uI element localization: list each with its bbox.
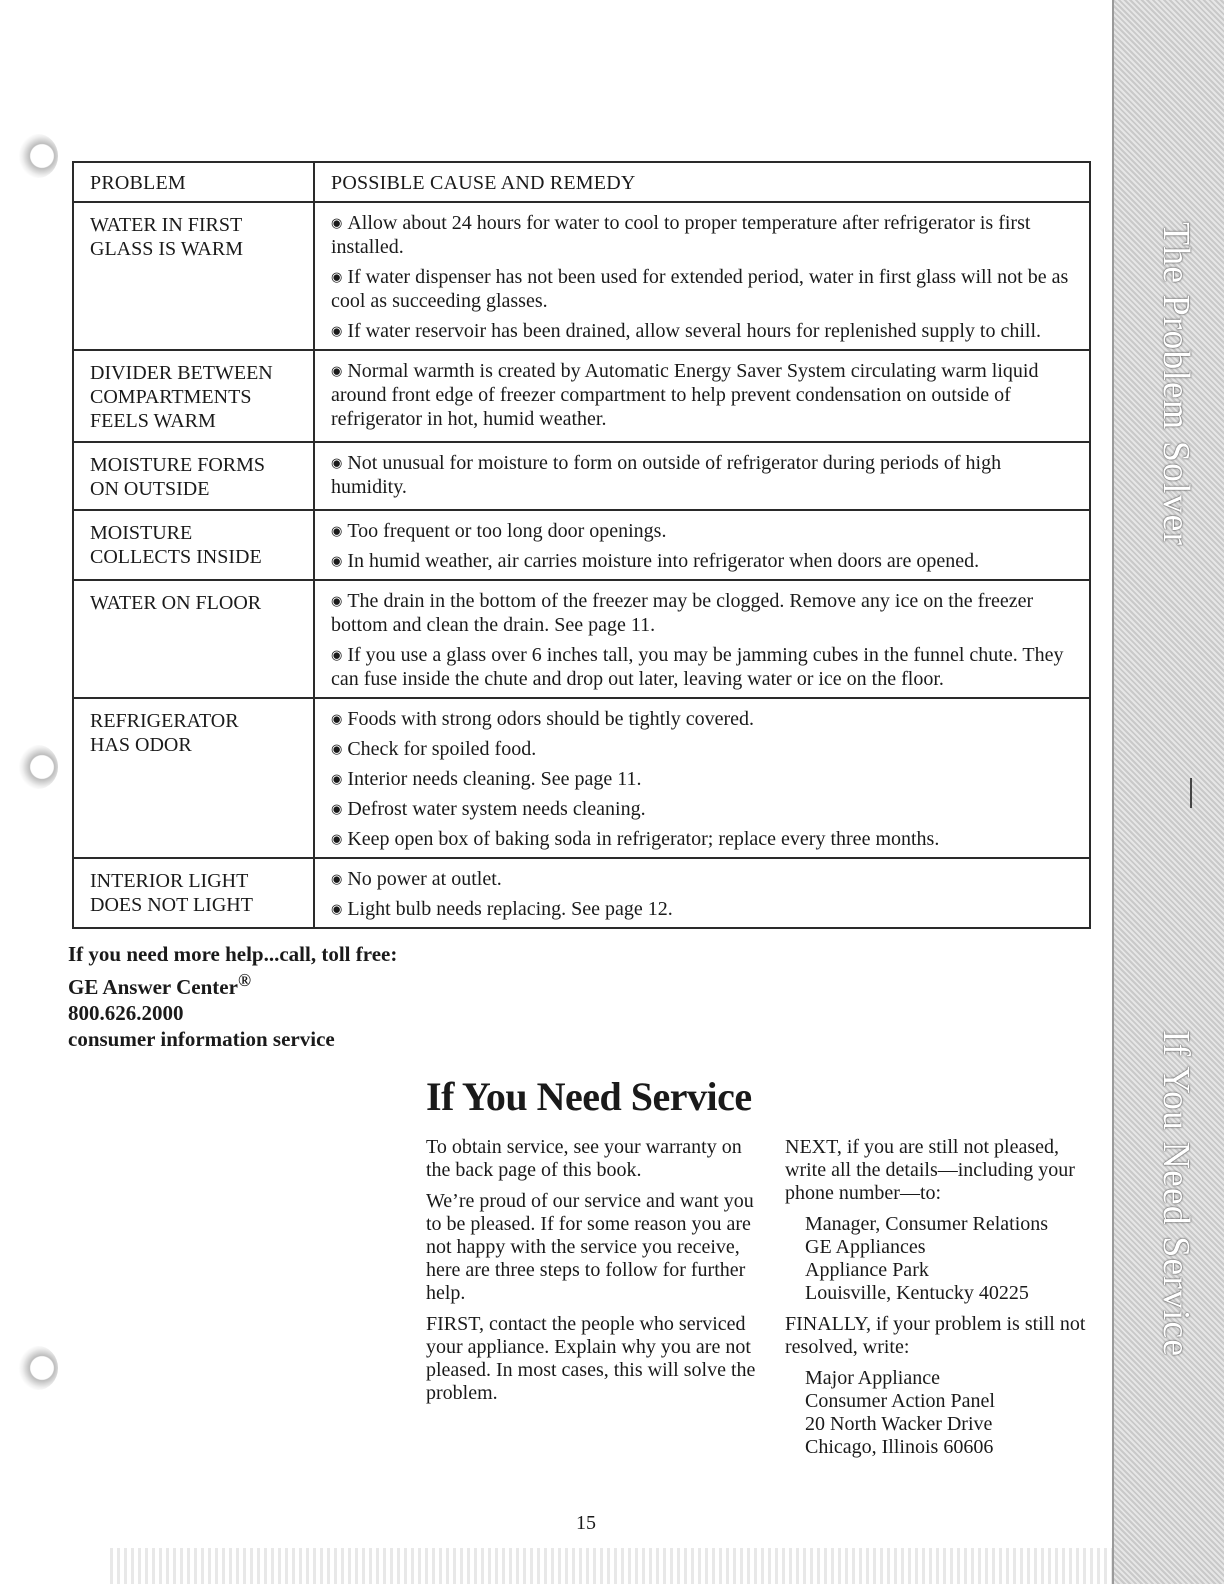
side-tab-if-you-need-service: If You Need Service bbox=[1155, 1030, 1197, 1358]
remedy-cell bbox=[314, 858, 1090, 928]
remedy-text: Keep open box of baking soda in refrigerator; replace every three months. bbox=[347, 828, 940, 850]
address-line: Chicago, Illinois 60606 bbox=[805, 1436, 994, 1458]
remedy-cell bbox=[314, 350, 1090, 442]
header-remedy: POSSIBLE CAUSE AND REMEDY bbox=[314, 162, 1090, 202]
remedy-item bbox=[331, 211, 1077, 259]
help-center: GE Answer Center bbox=[68, 975, 238, 999]
problem-line: MOISTURE FORMS bbox=[90, 454, 266, 476]
remedy-item bbox=[331, 867, 1077, 891]
bullet-icon: ◉ bbox=[331, 455, 343, 470]
problem-cell bbox=[73, 698, 314, 858]
problem-line: DIVIDER BETWEEN bbox=[90, 362, 273, 384]
remedy-item bbox=[331, 797, 1077, 821]
problem-line: ON OUTSIDE bbox=[90, 478, 210, 500]
service-title: If You Need Service bbox=[426, 1074, 752, 1119]
remedy-text: Too frequent or too long door openings. bbox=[347, 520, 667, 542]
remedy-text: Normal warmth is created by Automatic Energy Saver System circulating warm liquid around front edge of freezer compartment to help prevent condensation on outside of refrigerator in hot, humid weather. bbox=[331, 360, 1039, 430]
bullet-icon: ◉ bbox=[331, 711, 343, 726]
address-consumer-relations bbox=[785, 1213, 1095, 1305]
service-paragraph: We’re proud of our service and want you to be pleased. If for some reason you are not happy with the service you receive, here are three steps to follow for further help. bbox=[426, 1190, 754, 1304]
address-line: Louisville, Kentucky 40225 bbox=[805, 1282, 1029, 1304]
bullet-icon: ◉ bbox=[331, 647, 343, 662]
table-row bbox=[73, 510, 1090, 580]
address-line: GE Appliances bbox=[805, 1236, 926, 1258]
bottom-scan-edge bbox=[110, 1548, 1112, 1584]
remedy-cell bbox=[314, 510, 1090, 580]
problem-cell bbox=[73, 202, 314, 350]
help-contact-block bbox=[68, 941, 568, 1052]
bullet-icon: ◉ bbox=[331, 363, 343, 378]
remedy-text: No power at outlet. bbox=[347, 868, 502, 890]
help-phone: 800.626.2000 bbox=[68, 1001, 184, 1025]
bullet-icon: ◉ bbox=[331, 831, 343, 846]
punch-hole-top bbox=[18, 134, 58, 178]
bullet-icon: ◉ bbox=[331, 323, 343, 338]
problem-line: WATER IN FIRST bbox=[90, 214, 243, 236]
remedy-item bbox=[331, 707, 1077, 731]
problem-cell bbox=[73, 442, 314, 510]
remedy-text: Not unusual for moisture to form on outside of refrigerator during periods of high humidity. bbox=[331, 452, 1002, 498]
remedy-item bbox=[331, 643, 1077, 691]
remedy-text: Check for spoiled food. bbox=[347, 738, 537, 760]
remedy-text: Foods with strong odors should be tightly covered. bbox=[347, 708, 754, 730]
remedy-cell bbox=[314, 580, 1090, 698]
service-paragraph: To obtain service, see your warranty on the back page of this book. bbox=[426, 1136, 742, 1181]
problem-line: REFRIGERATOR bbox=[90, 710, 239, 732]
remedy-item bbox=[331, 589, 1077, 637]
remedy-item bbox=[331, 265, 1077, 313]
bullet-icon: ◉ bbox=[331, 269, 343, 284]
problem-line: GLASS IS WARM bbox=[90, 238, 243, 260]
service-finally: FINALLY, if your problem is still not resolved, write: bbox=[785, 1313, 1086, 1358]
punch-hole-middle bbox=[18, 745, 58, 789]
table-row bbox=[73, 858, 1090, 928]
help-lead: If you need more help...call, toll free: bbox=[68, 942, 398, 966]
page-number: 15 bbox=[576, 1512, 596, 1534]
remedy-cell bbox=[314, 698, 1090, 858]
table-row bbox=[73, 580, 1090, 698]
table-header-row bbox=[73, 162, 1090, 202]
side-tab-problem-solver: The Problem Solver bbox=[1155, 222, 1197, 547]
service-right-column bbox=[785, 1136, 1095, 1467]
remedy-text: If you use a glass over 6 inches tall, you may be jamming cubes in the funnel chute. They can fuse inside the chute and drop out later, leaving water or ice on the floor. bbox=[331, 644, 1064, 690]
remedy-item bbox=[331, 549, 1077, 573]
remedy-item bbox=[331, 767, 1077, 791]
bullet-icon: ◉ bbox=[331, 871, 343, 886]
bullet-icon: ◉ bbox=[331, 801, 343, 816]
bullet-icon: ◉ bbox=[331, 593, 343, 608]
remedy-text: If water dispenser has not been used for extended period, water in first glass will not be as cool as succeeding glasses. bbox=[331, 266, 1069, 312]
punch-hole-bottom bbox=[18, 1346, 58, 1390]
bullet-icon: ◉ bbox=[331, 771, 343, 786]
bullet-icon: ◉ bbox=[331, 553, 343, 568]
side-tab-divider bbox=[1190, 778, 1192, 808]
remedy-item bbox=[331, 319, 1077, 343]
bullet-icon: ◉ bbox=[331, 901, 343, 916]
remedy-item bbox=[331, 359, 1077, 431]
bullet-icon: ◉ bbox=[331, 523, 343, 538]
remedy-text: In humid weather, air carries moisture into refrigerator when doors are opened. bbox=[347, 550, 980, 572]
registered-mark: ® bbox=[237, 970, 252, 990]
bullet-icon: ◉ bbox=[331, 741, 343, 756]
problem-line: WATER ON FLOOR bbox=[90, 592, 262, 614]
remedy-item bbox=[331, 827, 1077, 851]
problem-line: DOES NOT LIGHT bbox=[90, 894, 253, 916]
remedy-text: Interior needs cleaning. See page 11. bbox=[347, 768, 642, 790]
problem-line: COMPARTMENTS bbox=[90, 386, 252, 408]
remedy-item bbox=[331, 519, 1077, 543]
bullet-icon: ◉ bbox=[331, 215, 343, 230]
address-consumer-action-panel bbox=[785, 1367, 1095, 1459]
service-left-column bbox=[426, 1136, 756, 1413]
problem-line: COLLECTS INSIDE bbox=[90, 546, 262, 568]
table-row bbox=[73, 442, 1090, 510]
remedy-text: If water reservoir has been drained, allow several hours for replenished supply to chill. bbox=[347, 320, 1041, 342]
problem-cell bbox=[73, 350, 314, 442]
address-line: Appliance Park bbox=[805, 1259, 929, 1281]
remedy-item bbox=[331, 451, 1077, 499]
remedy-item bbox=[331, 897, 1077, 921]
address-line: Manager, Consumer Relations bbox=[805, 1213, 1049, 1235]
service-next: NEXT, if you are still not pleased, write all the details—including your phone number—to: bbox=[785, 1136, 1075, 1204]
remedy-item bbox=[331, 737, 1077, 761]
problem-cell bbox=[73, 580, 314, 698]
address-line: Consumer Action Panel bbox=[805, 1390, 995, 1412]
remedy-text: Allow about 24 hours for water to cool to proper temperature after refrigerator is first installed. bbox=[331, 212, 1031, 258]
help-service: consumer information service bbox=[68, 1027, 335, 1051]
problem-line: INTERIOR LIGHT bbox=[90, 870, 249, 892]
remedy-text: Light bulb needs replacing. See page 12. bbox=[347, 898, 673, 920]
remedy-cell bbox=[314, 442, 1090, 510]
service-paragraph: FIRST, contact the people who serviced your appliance. Explain why you are not pleased. In most cases, this will solve the problem. bbox=[426, 1313, 756, 1404]
address-line: Major Appliance bbox=[805, 1367, 940, 1389]
problem-cell bbox=[73, 858, 314, 928]
help-center-line bbox=[68, 967, 568, 1000]
problem-solver-table bbox=[72, 161, 1091, 929]
table-row bbox=[73, 350, 1090, 442]
remedy-text: The drain in the bottom of the freezer may be clogged. Remove any ice on the freezer bottom and clean the drain. See page 11. bbox=[331, 590, 1034, 636]
problem-line: HAS ODOR bbox=[90, 734, 192, 756]
table-row bbox=[73, 698, 1090, 858]
problem-line: MOISTURE bbox=[90, 522, 193, 544]
problem-line: FEELS WARM bbox=[90, 410, 216, 432]
table-row bbox=[73, 202, 1090, 350]
address-line: 20 North Wacker Drive bbox=[805, 1413, 993, 1435]
remedy-cell bbox=[314, 202, 1090, 350]
problem-cell bbox=[73, 510, 314, 580]
remedy-text: Defrost water system needs cleaning. bbox=[347, 798, 646, 820]
header-problem: PROBLEM bbox=[73, 162, 314, 202]
